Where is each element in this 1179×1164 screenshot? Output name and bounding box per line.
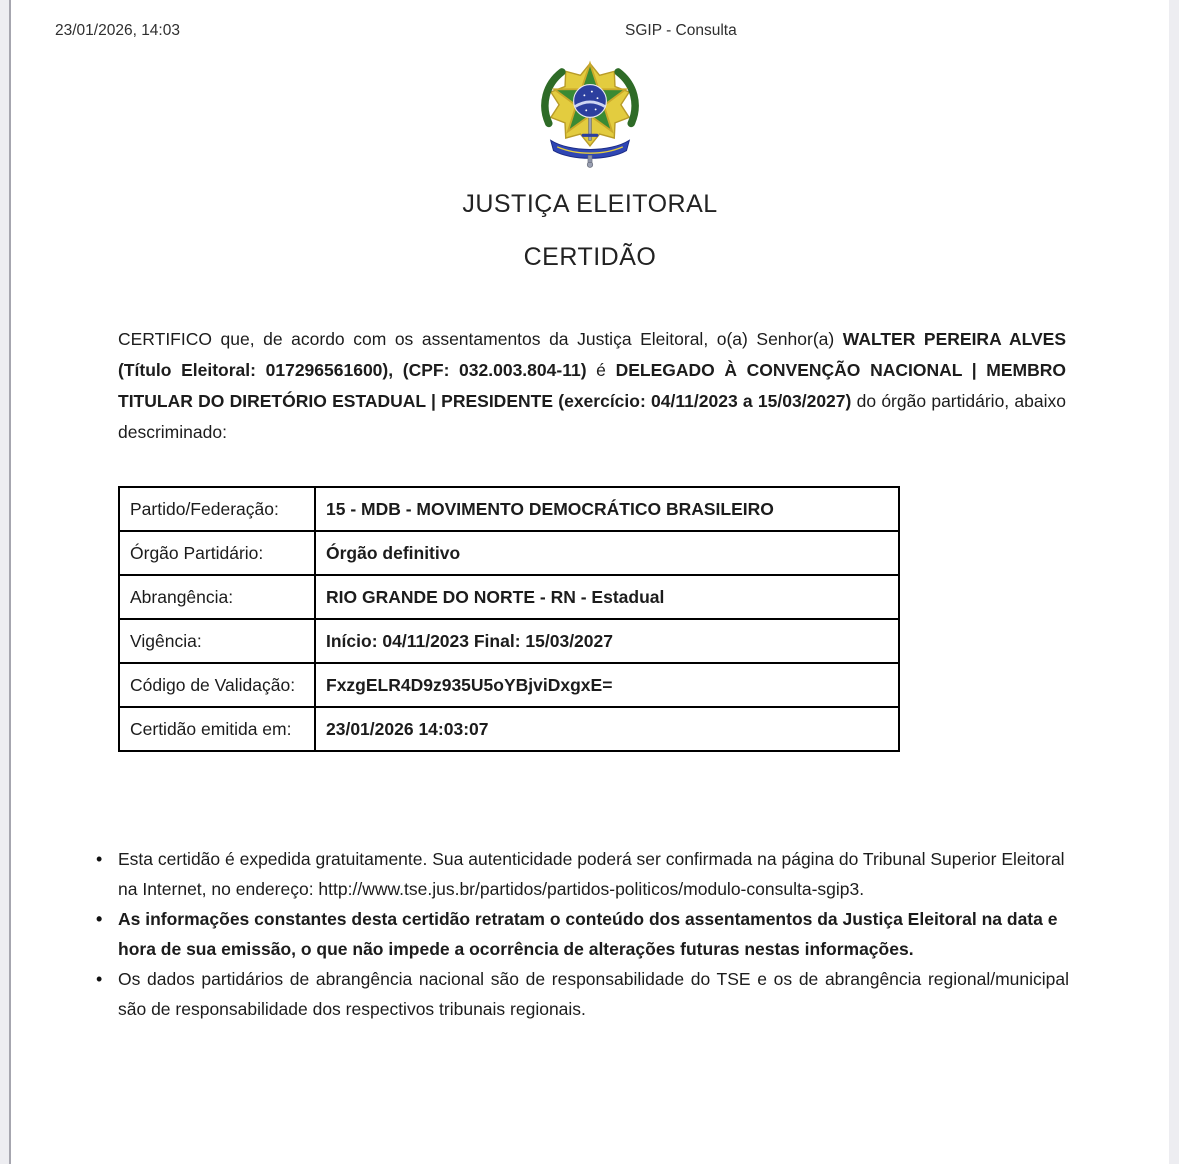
paragraph-segment: DELEGADO À CONVENÇÃO NACIONAL | MEMBRO TITULAR DO DIRETÓRIO ESTADUAL | PRESIDENTE (exercício: 04/11/2023 a 15/03/2027) [118, 360, 1067, 411]
certificate-table [118, 486, 900, 752]
paragraph-segment: CERTIFICO que, de acordo com os assentamentos da Justiça Eleitoral, o(a) Senhor(a) [118, 329, 843, 349]
print-header [11, 0, 1169, 42]
table-row [119, 575, 899, 619]
crest-container [11, 56, 1169, 174]
row-label: Partido/Federação: [119, 487, 315, 531]
row-label: Órgão Partidário: [119, 531, 315, 575]
print-datetime: 23/01/2026, 14:03 [55, 22, 180, 39]
row-value: 15 - MDB - MOVIMENTO DEMOCRÁTICO BRASILEIRO [315, 487, 899, 531]
notes-list [11, 844, 1069, 1024]
table-row [119, 707, 899, 751]
certificate-paragraph [118, 324, 1066, 448]
document-page [11, 0, 1169, 1164]
note-item: • As informações constantes desta certidão retratam o conteúdo dos assentamentos da Justiça Eleitoral na data e hora de sua emissão, o que não impede a ocorrência de alterações futuras nestas informações. [118, 904, 1069, 964]
row-value: 23/01/2026 14:03:07 [315, 707, 899, 751]
row-value: RIO GRANDE DO NORTE - RN - Estadual [315, 575, 899, 619]
table-row [119, 487, 899, 531]
print-page-title: SGIP - Consulta [625, 22, 737, 39]
viewer-right-gutter [1168, 0, 1179, 1164]
certificate-table-body [119, 487, 899, 751]
note-item: • Esta certidão é expedida gratuitamente. Sua autenticidade poderá ser confirmada na página do Tribunal Superior Eleitoral na Internet, no endereço: http://www.tse.jus.br/partidos/partidos-politicos/modulo-consulta-sgip3. [118, 844, 1069, 904]
viewer-left-gutter [0, 0, 9, 1164]
document-subtitle: CERTIDÃO [523, 243, 657, 271]
crest-sword-grip [588, 155, 592, 162]
row-value: FxzgELR4D9z935U5oYBjviDxgxE= [315, 663, 899, 707]
row-label: Vigência: [119, 619, 315, 663]
row-label: Código de Validação: [119, 663, 315, 707]
brazil-coat-of-arms-icon [532, 56, 648, 174]
row-label: Certidão emitida em: [119, 707, 315, 751]
row-value: Início: 04/11/2023 Final: 15/03/2027 [315, 619, 899, 663]
row-value: Órgão definitivo [315, 531, 899, 575]
table-row [119, 531, 899, 575]
paragraph-segment: do órgão partidário, abaixo descriminado: [118, 391, 1066, 442]
table-row [119, 663, 899, 707]
row-label: Abrangência: [119, 575, 315, 619]
paragraph-segment: é [586, 360, 616, 380]
table-row [119, 619, 899, 663]
paragraph-segment: WALTER PEREIRA ALVES (Título Eleitoral: 017296561600), (CPF: 032.003.804-11) [118, 329, 1066, 380]
crest-sword-guard [582, 134, 599, 137]
note-item: • Os dados partidários de abrangência nacional são de responsabilidade do TSE e os de abrangência regional/municipal são de responsabilidade dos respectivos tribunais regionais. [118, 964, 1069, 1024]
document-title: JUSTIÇA ELEITORAL [462, 190, 718, 218]
